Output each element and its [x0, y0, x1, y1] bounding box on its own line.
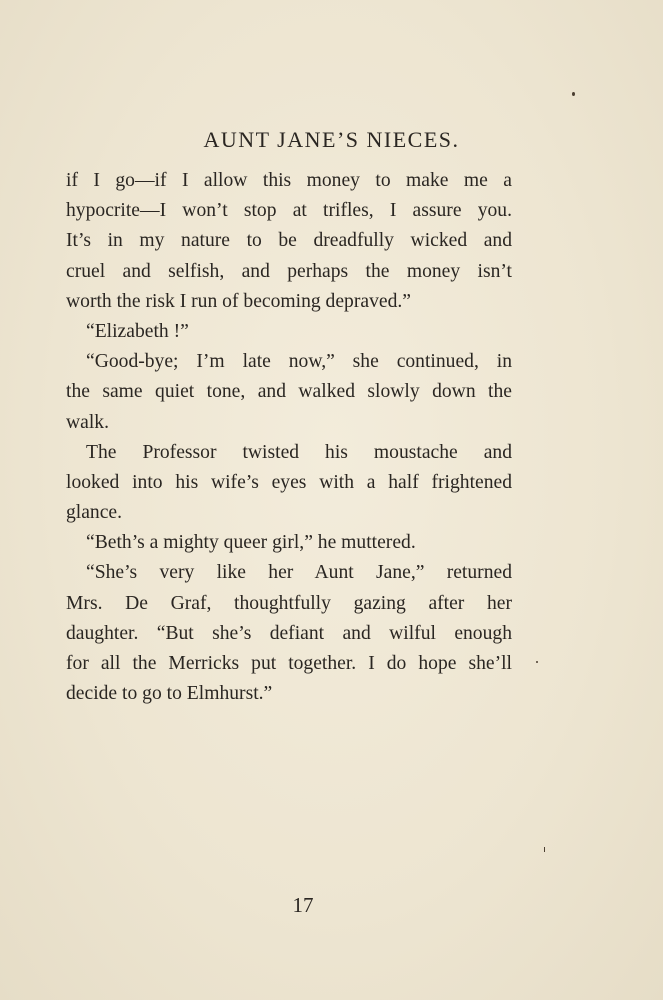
- text-line: the same quiet tone, and walked slowly down the: [66, 381, 512, 403]
- text-line: daughter. “But she’s defiant and wilful enough: [66, 622, 512, 644]
- paper-speck: [536, 661, 538, 663]
- text-line: It’s in my nature to be dreadfully wicked and: [66, 230, 512, 252]
- text-line: “She’s very like her Aunt Jane,” returned: [86, 562, 512, 584]
- text-line: “Beth’s a mighty queer girl,” he muttered.: [86, 532, 416, 554]
- text-line: for all the Merricks put together. I do hope she’ll: [66, 653, 512, 674]
- page-number: 17: [292, 893, 314, 917]
- text-line: “Elizabeth !”: [86, 320, 189, 342]
- text-line: looked into his wife’s eyes with a half frightened: [66, 471, 512, 493]
- text-line: Mrs. De Graf, thoughtfully gazing after her: [66, 592, 512, 614]
- paper-speck: [572, 92, 575, 96]
- text-line: hypocrite—I won’t stop at trifles, I assure you.: [66, 200, 512, 222]
- body-text: [66, 166, 512, 709]
- text-line: walk.: [66, 411, 109, 433]
- running-head: AUNT JANE’S NIECES.: [203, 127, 460, 152]
- text-line: decide to go to Elmhurst.”: [66, 683, 273, 705]
- paper-speck: [544, 847, 545, 852]
- text-line: glance.: [66, 502, 123, 524]
- text-line: if I go—if I allow this money to make me a: [66, 170, 512, 191]
- text-line: worth the risk I run of becoming depraved.”: [66, 290, 411, 312]
- text-line: cruel and selfish, and perhaps the money isn’t: [66, 260, 512, 282]
- text-line: The Professor twisted his moustache and: [86, 441, 512, 463]
- text-line: “Good-bye; I’m late now,” she continued, in: [86, 351, 512, 373]
